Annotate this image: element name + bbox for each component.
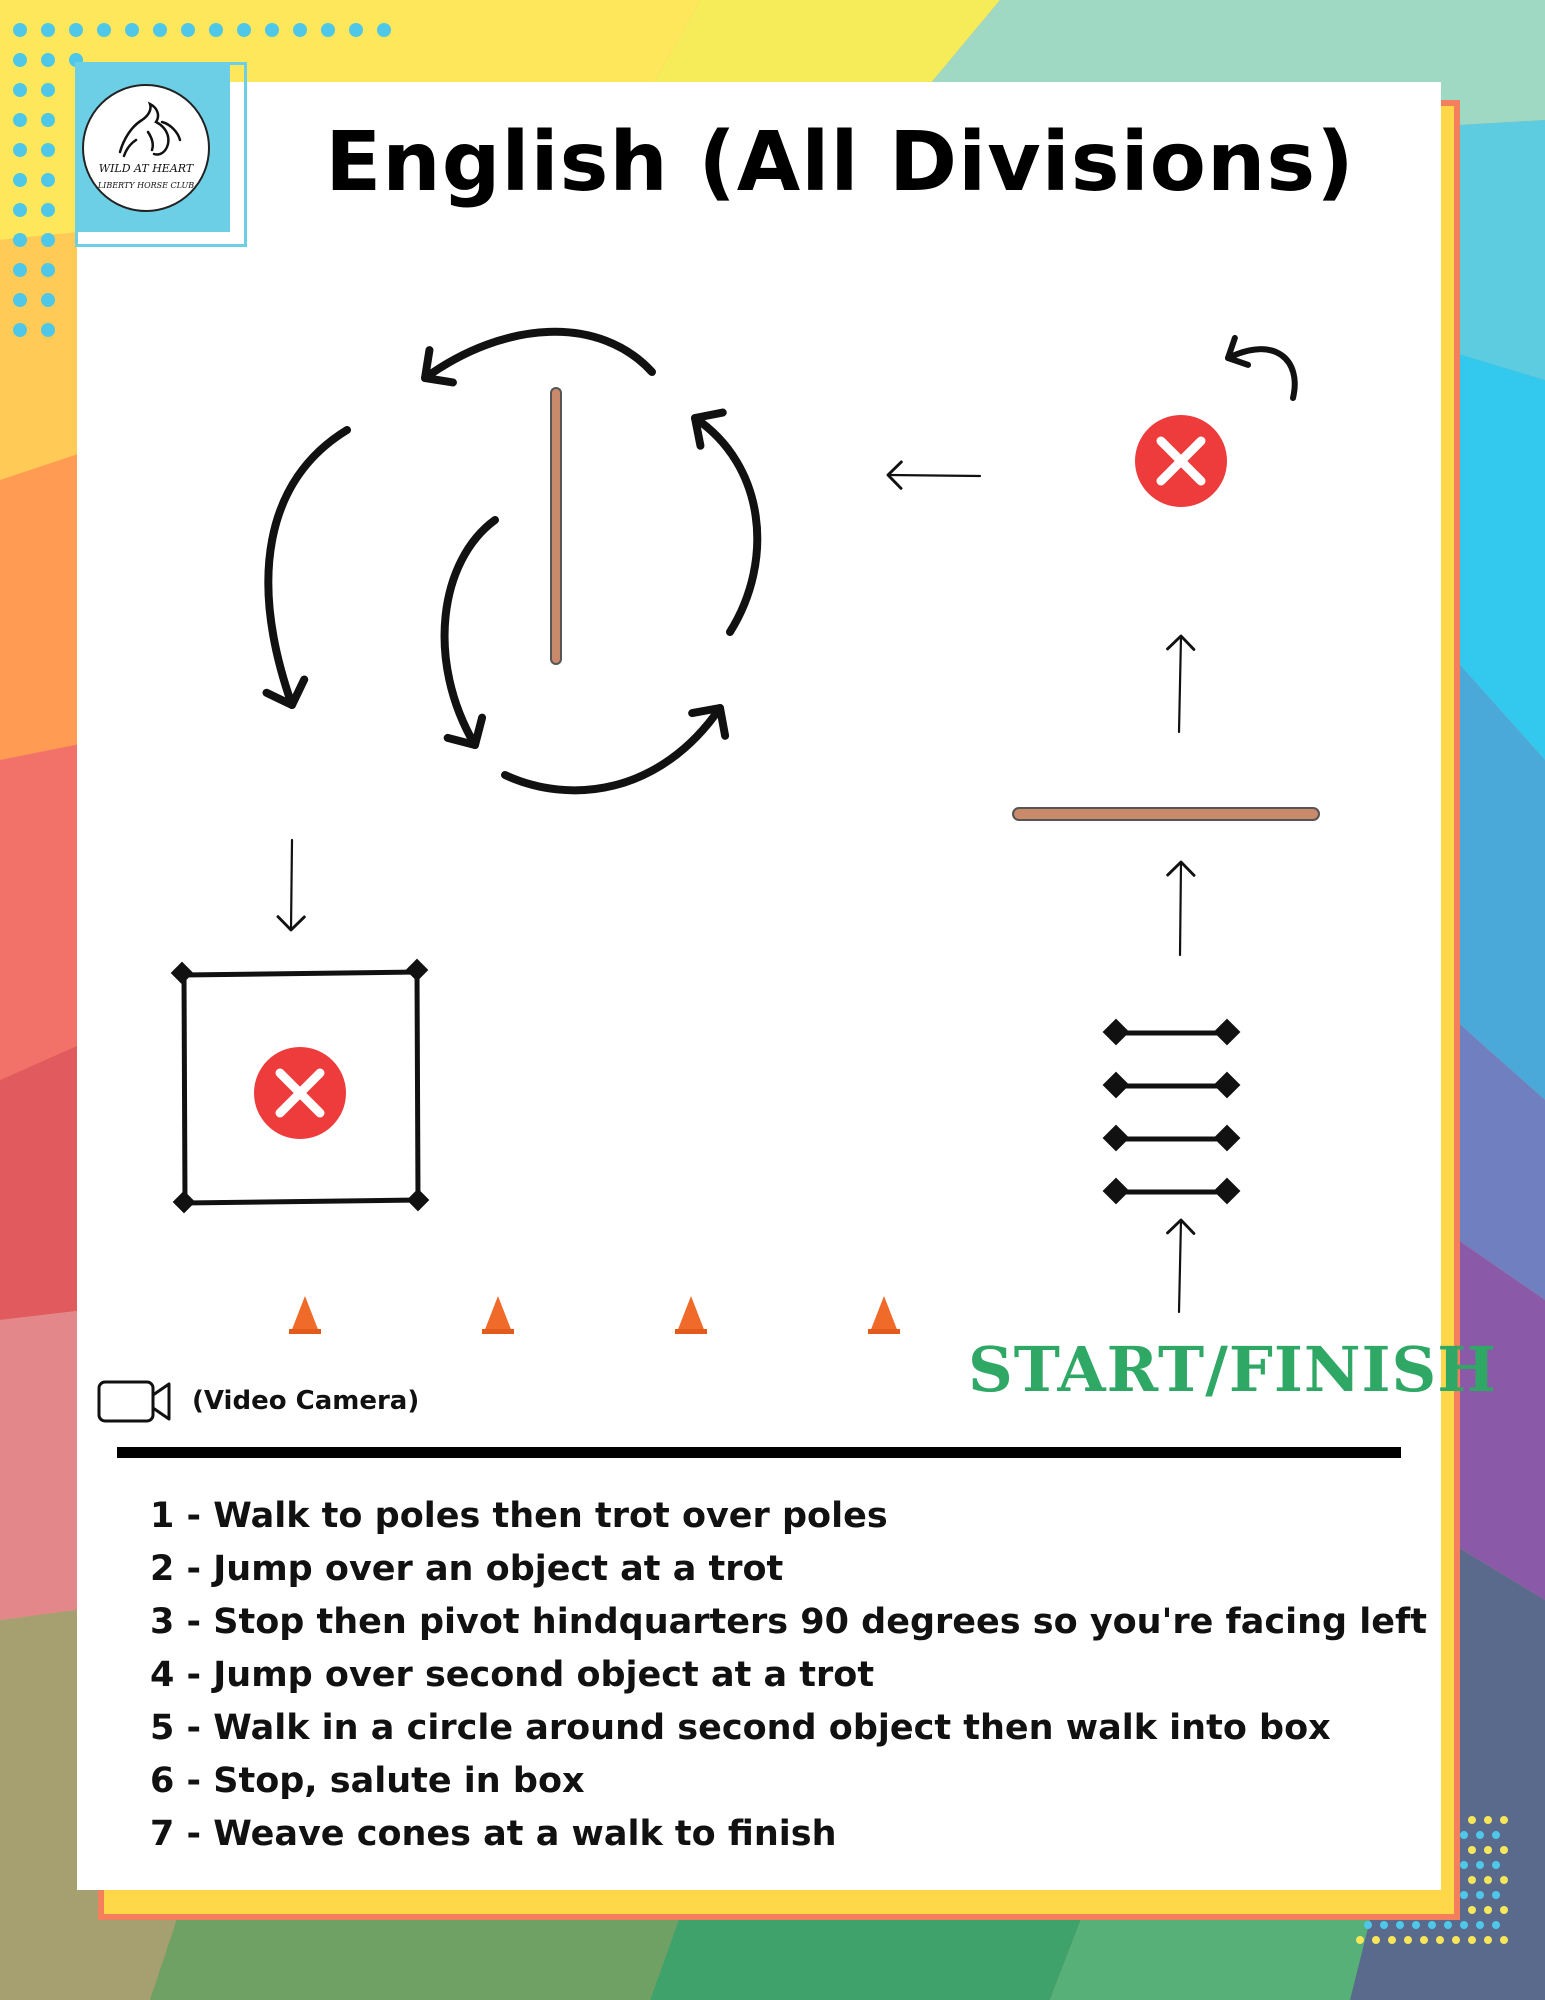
section-divider: [117, 1447, 1401, 1458]
horizontal-pole: [1013, 808, 1319, 820]
vertical-pole: [551, 388, 561, 664]
cone-1: [289, 1296, 321, 1334]
thin-arrows: [291, 475, 1181, 1312]
circle-arrows: [268, 332, 757, 791]
step-6: 6 - Stop, salute in box: [150, 1761, 585, 1801]
video-camera-icon: [99, 1382, 169, 1421]
arrow-left-top: [888, 475, 980, 476]
circle-arrow-bottom: [505, 708, 720, 790]
cone-3: [675, 1296, 707, 1334]
step-1: 1 - Walk to poles then trot over poles: [150, 1496, 888, 1536]
step-5: 5 - Walk in a circle around second object then walk into box: [150, 1708, 1331, 1748]
start-finish-label: START/FINISH: [968, 1333, 1497, 1406]
course-steps: [150, 1490, 1427, 1861]
logo-text-top: WILD AT HEART: [98, 162, 194, 175]
cone-4: [868, 1296, 900, 1334]
step-2: 2 - Jump over an object at a trot: [150, 1549, 784, 1589]
circle-arrow-left: [268, 430, 347, 705]
step-4: 4 - Jump over second object at a trot: [150, 1655, 875, 1695]
video-camera-label: (Video Camera): [192, 1386, 420, 1416]
cone-2: [482, 1296, 514, 1334]
step-3: 3 - Stop then pivot hindquarters 90 degrees so you're facing left: [150, 1602, 1427, 1642]
circle-arrow-right: [695, 418, 757, 632]
arrow-down-left: [291, 840, 292, 930]
page-title: English (All Divisions): [325, 115, 1355, 210]
x-marker-stop: [1135, 415, 1227, 507]
arrow-up-bottom: [1179, 1220, 1181, 1312]
arrow-up-mid: [1180, 862, 1181, 955]
circle-arrow-top: [425, 332, 652, 378]
logo-text-bottom: LIBERTY HORSE CLUB: [97, 181, 195, 190]
circle-arrow-inner: [445, 520, 495, 745]
ground-poles: [1106, 1022, 1237, 1201]
arrow-up-top: [1179, 636, 1181, 732]
pivot-arrow: [1228, 349, 1295, 398]
step-7: 7 - Weave cones at a walk to finish: [150, 1814, 837, 1854]
x-marker-box: [254, 1047, 346, 1139]
